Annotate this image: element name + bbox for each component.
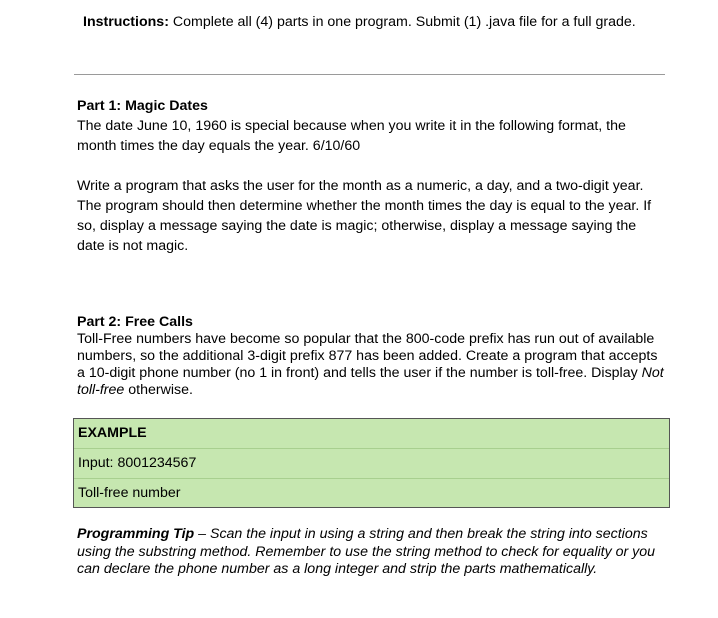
example-input: Input: 8001234567 (74, 449, 669, 479)
part2-paragraph (77, 331, 667, 399)
example-output: Toll-free number (78, 485, 181, 501)
part1-heading: Part 1: Magic Dates (77, 98, 208, 114)
part2-text-before: Toll-Free numbers have become so popular that the 800-code prefix has run out of available numbers, so the additional 3-digit prefix 877 has been added. Create a program that accepts a 10-digit phone number (no 1 in front) and tells the user if the number is toll-free. Display (77, 331, 658, 381)
part2-section (77, 314, 667, 399)
instructions-text: Complete all (4) parts in one program. Submit (1) .java file for a full grade. (168, 14, 636, 30)
part1-paragraph-1: The date June 10, 1960 is special because when you write it in the following format, the month times the day equals the year. 6/10/60 (77, 118, 626, 154)
programming-tip (77, 526, 667, 579)
part1-section (77, 96, 667, 156)
programming-tip-text: – Scan the input in using a string and then break the string into sections using the substring method. Remember to use the string method to check for equality or you can declare the phone number as a long integer and strip the parts mathematically. (77, 526, 656, 577)
part1-paragraph-2: Write a program that asks the user for the month as a numeric, a day, and a two-digit year. The program should then determine whether the month times the day is equal to the year. If so, display a message saying the date is magic; otherwise, display a message saying the date is not magic. (77, 178, 652, 254)
programming-tip-label: Programming Tip (77, 526, 195, 542)
part2-text-italic: Not toll-free (77, 365, 664, 398)
example-table (73, 418, 670, 508)
instructions-label: Instructions: (83, 14, 169, 30)
example-title: EXAMPLE (74, 419, 669, 449)
part2-heading: Part 2: Free Calls (77, 314, 193, 330)
instructions-paragraph (83, 12, 673, 32)
horizontal-divider (74, 74, 665, 75)
part2-text-after: otherwise. (124, 382, 193, 398)
